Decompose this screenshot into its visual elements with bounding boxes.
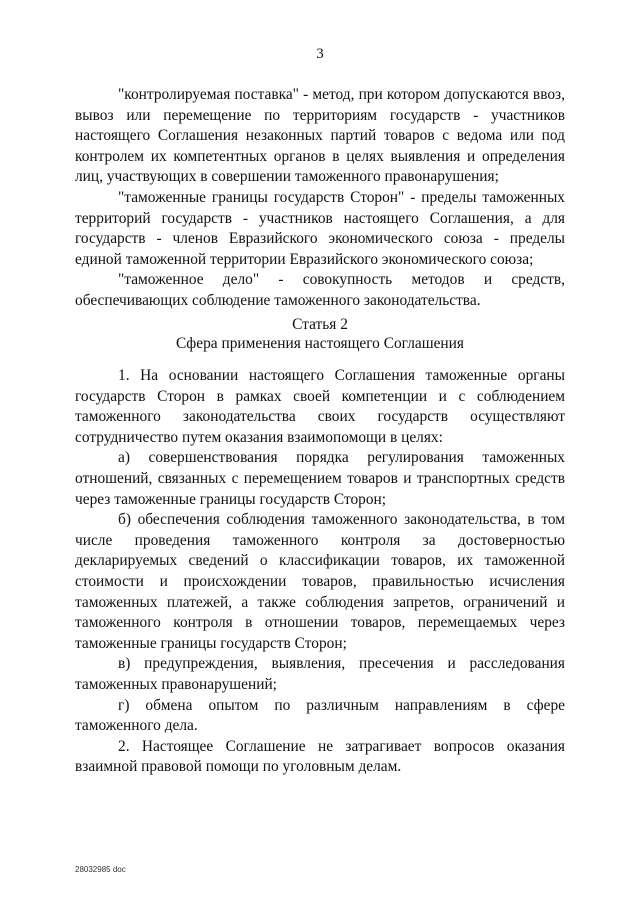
definition-customs-affairs: "таможенное дело" - совокупность методов и средств, обеспечивающих соблюдение таможенного законодательства. bbox=[75, 271, 565, 309]
definitions-section bbox=[75, 85, 565, 312]
article-item-a: а) совершенствования порядка регулирования таможенных отношений, связанных с перемещением товаров и транспортных средств через таможенные границы государств Сторон; bbox=[75, 449, 565, 508]
article-body bbox=[75, 366, 565, 778]
article-number: Статья 2 bbox=[292, 316, 348, 333]
page-number: 3 bbox=[316, 46, 324, 62]
definition-customs-borders: "таможенные границы государств Сторон" - пределы таможенных территорий государств - участников настоящего Соглашения, а для государств - членов Евразийского экономического союза - пределы единой таможенной территории Евразийского экономического союза; bbox=[75, 188, 565, 268]
article-title: Сфера применения настоящего Соглашения bbox=[176, 335, 464, 352]
article-paragraph-1: 1. На основании настоящего Соглашения таможенные органы государств Сторон в рамках своей компетенции и с соблюдением таможенного законодательства своих государств осуществляют сотрудничество путем оказания взаимопомощи в целях: bbox=[75, 367, 565, 446]
article-item-b: б) обеспечения соблюдения таможенного законодательства, в том числе проведения таможенного контроля за достоверностью декларируемых сведений о классификации товаров, их таможенной стоимости и происхождении товаров, правильностью исчисления таможенных платежей, а также соблюдения запретов, ограничений и таможенного контроля в отношении товаров, перемещаемых через таможенные границы государств Сторон; bbox=[75, 511, 565, 652]
article-item-d: г) обмена опытом по различным направлениям в сфере таможенного дела. bbox=[75, 696, 565, 735]
document-footer-code: 28032985 doc bbox=[75, 865, 126, 874]
definition-controlled-delivery: "контролируемая поставка" - метод, при котором допускаются ввоз, вывоз или перемещение по территориям государств - участников настоящего Соглашения незаконных партий товаров с ведома или под контролем их компетентных органов в целях выявления и определения лиц, участвующих в совершении таможенного правонарушения; bbox=[75, 86, 565, 186]
article-paragraph-2: 2. Настоящее Соглашение не затрагивает вопросов оказания взаимной правовой помощи по уголовным делам. bbox=[75, 737, 565, 776]
article-item-c: в) предупреждения, выявления, пресечения и расследования таможенных правонарушений; bbox=[75, 655, 565, 693]
